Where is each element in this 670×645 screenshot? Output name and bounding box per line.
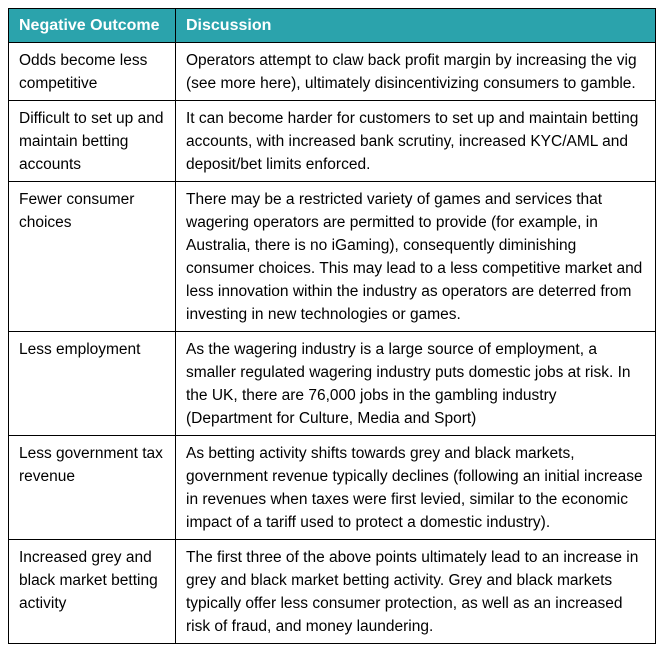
negative-outcomes-table (8, 8, 656, 644)
discussion-cell: There may be a restricted variety of games and services that wagering operators are permitted to provide (for example, in Australia, there is no iGaming), consequently diminishing consumer choices. This may lead to a less competitive market and less innovation within the industry as operators are deterred from investing in new technologies or games. (176, 182, 656, 332)
outcome-cell: Increased grey and black market betting activity (9, 540, 176, 644)
discussion-cell: Operators attempt to claw back profit margin by increasing the vig (see more here), ultimately disincentivizing consumers to gamble. (176, 43, 656, 101)
table-row (9, 101, 656, 182)
table-row (9, 540, 656, 644)
table-header-row (9, 9, 656, 43)
header-negative-outcome: Negative Outcome (9, 9, 176, 43)
table-row (9, 332, 656, 436)
table-row (9, 436, 656, 540)
outcome-cell: Less government tax revenue (9, 436, 176, 540)
discussion-cell: It can become harder for customers to set up and maintain betting accounts, with increased bank scrutiny, increased KYC/AML and deposit/bet limits enforced. (176, 101, 656, 182)
outcome-cell: Difficult to set up and maintain betting accounts (9, 101, 176, 182)
table-row (9, 43, 656, 101)
outcome-cell: Less employment (9, 332, 176, 436)
discussion-cell: The first three of the above points ultimately lead to an increase in grey and black market betting activity. Grey and black markets typically offer less consumer protection, as well as an increased risk of fraud, and money laundering. (176, 540, 656, 644)
header-discussion: Discussion (176, 9, 656, 43)
outcome-cell: Odds become less competitive (9, 43, 176, 101)
discussion-cell: As the wagering industry is a large source of employment, a smaller regulated wagering industry puts domestic jobs at risk. In the UK, there are 76,000 jobs in the gambling industry (Department for Culture, Media and Sport) (176, 332, 656, 436)
table-row (9, 182, 656, 332)
discussion-cell: As betting activity shifts towards grey and black markets, government revenue typically declines (following an initial increase in revenues when taxes were first levied, similar to the economic impact of a tariff used to protect a domestic industry). (176, 436, 656, 540)
outcome-cell: Fewer consumer choices (9, 182, 176, 332)
